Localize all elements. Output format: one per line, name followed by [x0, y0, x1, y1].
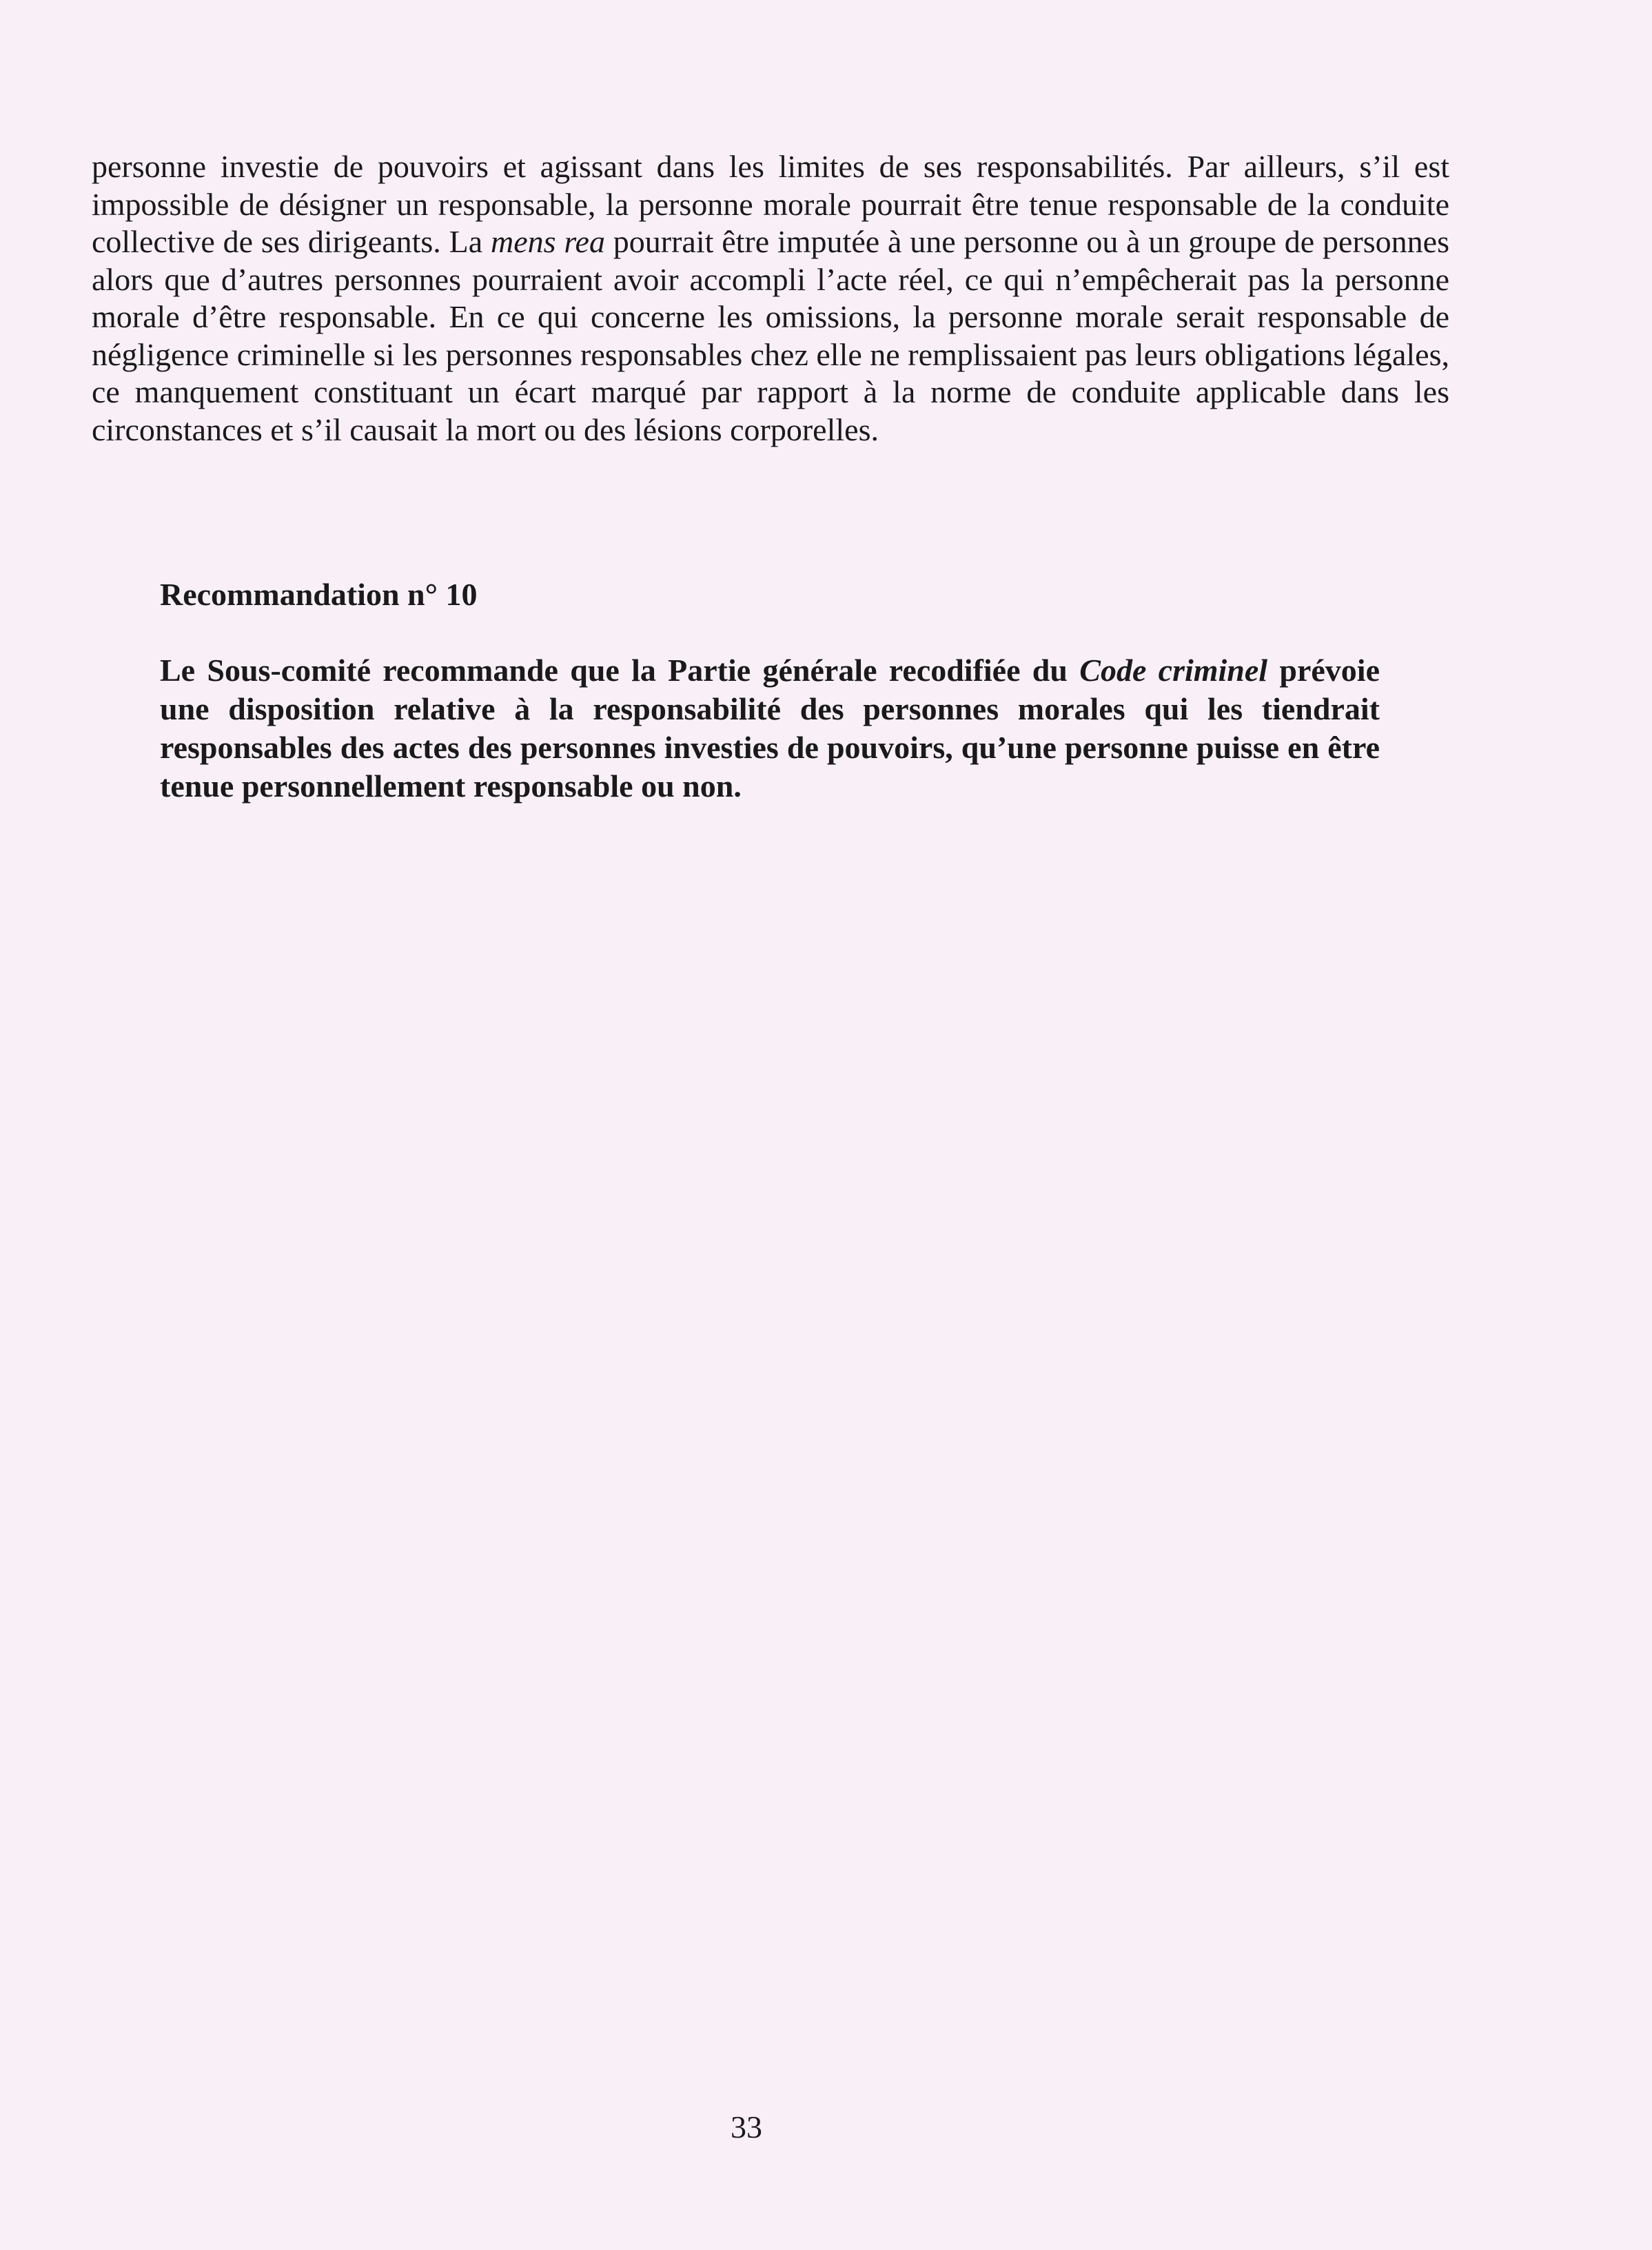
recommendation-text-1: Le Sous-comité recommande que la Partie générale recodifiée du	[160, 653, 1080, 688]
body-text-italic: mens rea	[490, 224, 605, 259]
body-text-1: personne investie de pouvoirs et agissant dans les limites de ses responsabilités. Par ailleurs, s’il est impossible de désigner un responsable, la personne morale pourrait être tenue responsable de la conduite collective de ses dirigeants. La	[92, 149, 1449, 259]
page-number: 33	[731, 2109, 762, 2145]
recommendation-text-italic: Code criminel	[1079, 653, 1268, 688]
body-text-2: pourrait être imputée à une personne ou à un groupe de personnes alors que d’autres personnes pourraient avoir accompli l’acte réel, ce qui n’empêcherait pas la personne morale d’être responsable. En ce qui concerne les omissions, la personne morale serait responsable de négligence criminelle si les personnes responsables chez elle ne remplissaient pas leurs obligations légales, ce manquement constituant un écart marqué par rapport à la norme de conduite applicable dans les circonstances et s’il causait la mort ou des lésions corporelles.	[92, 224, 1449, 447]
recommendation-heading: Recommandation n° 10	[160, 577, 478, 612]
recommendation-text-2: prévoie une disposition relative à la responsabilité des personnes morales qui les tiendrait responsables des actes des personnes investies de pouvoirs, qu’une personne puisse en être tenue personnellement responsable ou non.	[160, 653, 1380, 804]
recommendation-text	[160, 651, 1380, 806]
body-paragraph	[92, 148, 1449, 449]
